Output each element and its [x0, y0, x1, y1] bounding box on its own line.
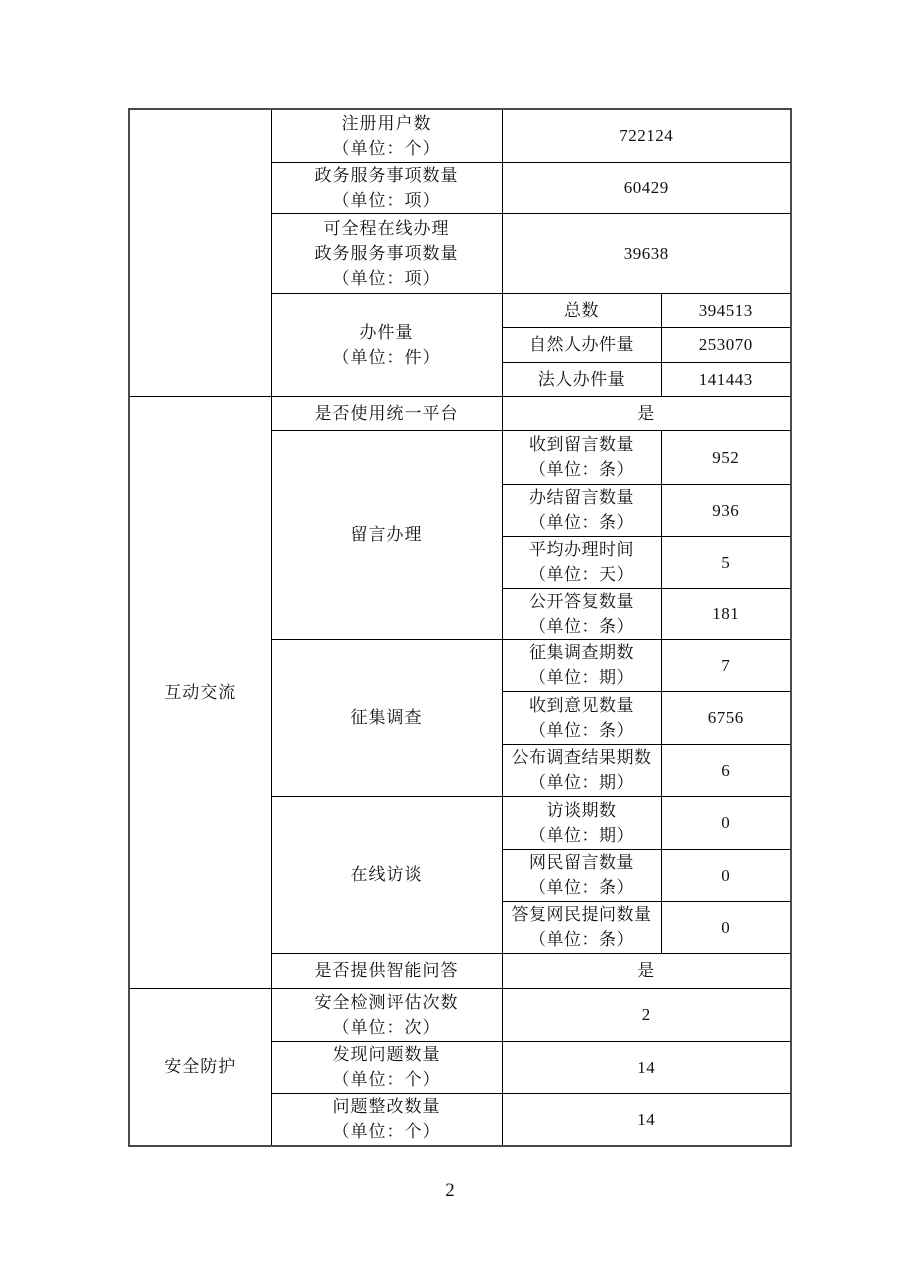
- unit-line: （单位：件）: [332, 347, 441, 367]
- unit-line: （单位：个）: [332, 1070, 441, 1089]
- unit-line: （单位：个）: [332, 1122, 441, 1142]
- row-label-service-items: [271, 162, 502, 213]
- value-messages-completed: 936: [661, 484, 791, 536]
- sub-label-cases-natural: 自然人办件量: [502, 327, 661, 362]
- value-interviews-netizen-messages: 0: [661, 849, 791, 901]
- value-surveys-results: 6: [661, 744, 791, 796]
- unit-line: （单位：个）: [332, 138, 441, 158]
- value-cases-natural: 253070: [661, 327, 791, 362]
- value-unified-platform: 是: [502, 396, 791, 430]
- sub-label-cases-legal: 法人办件量: [502, 362, 661, 396]
- label-line: 注册用户数: [341, 113, 432, 133]
- unit-line: （单位：条）: [529, 720, 634, 740]
- row-label-registered-users: [271, 109, 502, 162]
- unit-line: （单位：期）: [529, 668, 634, 687]
- category-cell-blank: [129, 109, 271, 396]
- value-interviews-periods: 0: [661, 796, 791, 849]
- value-messages-public-replies: 181: [661, 588, 791, 639]
- label-line: 政务服务事项数量: [314, 243, 459, 263]
- label-line: 收到意见数量: [529, 695, 634, 715]
- unit-line: （单位：期）: [529, 825, 634, 845]
- sub-label-interviews-netizen-messages: [502, 849, 661, 901]
- row-label-unified-platform: 是否使用统一平台: [271, 396, 502, 430]
- unit-line: （单位：项）: [332, 268, 441, 288]
- unit-line: （单位：条）: [529, 616, 634, 636]
- unit-line: （单位：条）: [529, 513, 634, 532]
- sub-label-messages-avg-time: [502, 536, 661, 588]
- row-label-messages: 留言办理: [271, 430, 502, 639]
- sub-label-messages-public-replies: [502, 588, 661, 639]
- value-interviews-replies: 0: [661, 901, 791, 953]
- label-line: 答复网民提问数量: [511, 905, 652, 924]
- label-line: 征集调查期数: [529, 643, 634, 662]
- label-line: 平均办理时间: [529, 540, 634, 559]
- value-registered-users: 722124: [502, 109, 791, 162]
- value-messages-avg-time: 5: [661, 536, 791, 588]
- value-surveys-opinions: 6756: [661, 691, 791, 744]
- unit-line: （单位：次）: [332, 1017, 441, 1037]
- unit-line: （单位：条）: [529, 878, 634, 897]
- sub-label-surveys-opinions: [502, 691, 661, 744]
- category-cell-interaction: 互动交流: [129, 396, 271, 988]
- value-security-checks: 2: [502, 988, 791, 1041]
- value-problems-fixed: 14: [502, 1093, 791, 1146]
- sub-label-surveys-periods: [502, 639, 661, 691]
- unit-line: （单位：期）: [529, 773, 634, 792]
- row-label-cases: [271, 293, 502, 396]
- unit-line: （单位：项）: [332, 190, 441, 210]
- unit-line: （单位：天）: [529, 565, 634, 584]
- sub-label-cases-total: 总数: [502, 293, 661, 327]
- sub-label-surveys-results: [502, 744, 661, 796]
- label-line: 安全检测评估次数: [314, 992, 459, 1012]
- value-smart-qa: 是: [502, 953, 791, 988]
- label-line: 收到留言数量: [529, 435, 634, 454]
- label-line: 发现问题数量: [332, 1045, 441, 1064]
- value-messages-received: 952: [661, 430, 791, 484]
- row-label-interviews: 在线访谈: [271, 796, 502, 953]
- label-line: 网民留言数量: [529, 853, 634, 872]
- unit-line: （单位：条）: [529, 930, 634, 949]
- label-line: 政务服务事项数量: [314, 165, 459, 185]
- value-online-items: 39638: [502, 213, 791, 293]
- label-line: 办结留言数量: [529, 488, 634, 507]
- row-label-security-checks: [271, 988, 502, 1041]
- sub-label-interviews-replies: [502, 901, 661, 953]
- value-cases-total: 394513: [661, 293, 791, 327]
- label-line: 访谈期数: [546, 800, 617, 820]
- page-number: 2: [445, 1180, 455, 1201]
- row-label-smart-qa: 是否提供智能问答: [271, 953, 502, 988]
- label-line: 公布调查结果期数: [511, 748, 652, 767]
- sub-label-interviews-periods: [502, 796, 661, 849]
- label-line: 可全程在线办理: [323, 218, 450, 238]
- report-table: [128, 108, 792, 1147]
- label-line: 问题整改数量: [332, 1097, 441, 1117]
- row-label-problems-found: [271, 1041, 502, 1093]
- row-label-problems-fixed: [271, 1093, 502, 1146]
- value-problems-found: 14: [502, 1041, 791, 1093]
- sub-label-messages-received: [502, 430, 661, 484]
- unit-line: （单位：条）: [529, 460, 634, 479]
- value-surveys-periods: 7: [661, 639, 791, 691]
- value-service-items: 60429: [502, 162, 791, 213]
- row-label-online-items: [271, 213, 502, 293]
- label-line: 公开答复数量: [529, 591, 634, 611]
- label-line: 办件量: [359, 322, 414, 342]
- value-cases-legal: 141443: [661, 362, 791, 396]
- sub-label-messages-completed: [502, 484, 661, 536]
- category-cell-security: 安全防护: [129, 988, 271, 1146]
- row-label-surveys: 征集调查: [271, 639, 502, 796]
